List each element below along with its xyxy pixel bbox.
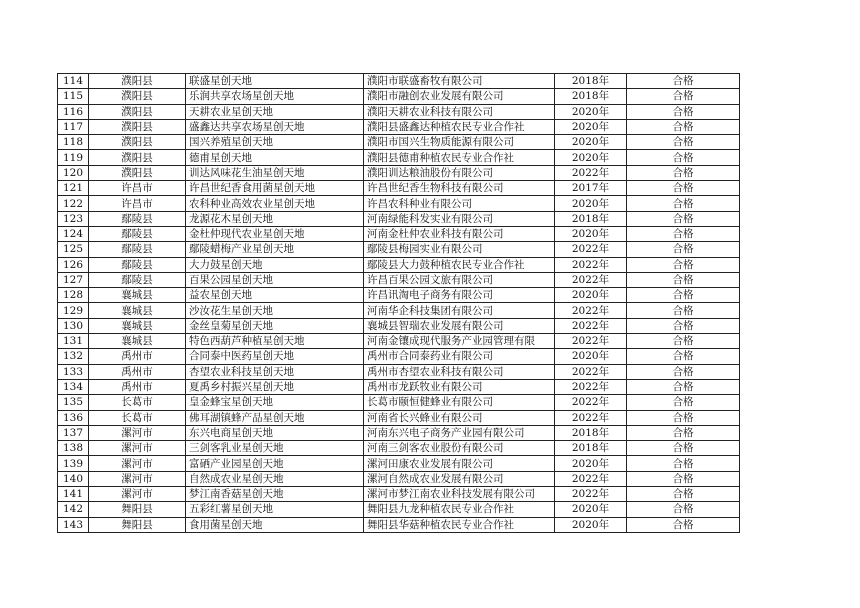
county-cell: 漯河市	[89, 425, 186, 440]
result-cell: 合格	[627, 318, 740, 333]
company-cell: 禹州市合同泰药业有限公司	[364, 349, 555, 364]
table-row	[58, 150, 740, 165]
company-cell: 长葛市颐恒健蜂业有限公司	[364, 395, 555, 410]
county-cell: 舞阳县	[89, 502, 186, 517]
table-row	[58, 74, 740, 89]
table-row	[58, 471, 740, 486]
company-cell: 河南华企科技集团有限公司	[364, 303, 555, 318]
result-cell: 合格	[627, 487, 740, 502]
row-number: 118	[58, 135, 89, 150]
row-number: 123	[58, 211, 89, 226]
company-cell: 河南绿能科发实业有限公司	[364, 211, 555, 226]
year-cell: 2022年	[555, 487, 627, 502]
table-row	[58, 456, 740, 471]
county-cell: 濮阳县	[89, 135, 186, 150]
year-cell: 2022年	[555, 165, 627, 180]
table-row	[58, 211, 740, 226]
county-cell: 鄢陵县	[89, 257, 186, 272]
year-cell: 2022年	[555, 272, 627, 287]
table-row	[58, 257, 740, 272]
table-row	[58, 410, 740, 425]
result-cell: 合格	[627, 379, 740, 394]
year-cell: 2022年	[555, 303, 627, 318]
center-name-cell: 德甫星创天地	[186, 150, 364, 165]
county-cell: 许昌市	[89, 196, 186, 211]
company-cell: 禹州市杏望农业科技有限公司	[364, 364, 555, 379]
center-name-cell: 三剑客乳业星创天地	[186, 441, 364, 456]
year-cell: 2020年	[555, 196, 627, 211]
center-name-cell: 百果公园星创天地	[186, 272, 364, 287]
result-cell: 合格	[627, 425, 740, 440]
county-cell: 襄城县	[89, 288, 186, 303]
table-row	[58, 89, 740, 104]
result-cell: 合格	[627, 349, 740, 364]
year-cell: 2020年	[555, 119, 627, 134]
company-cell: 许昌世纪香生物科技有限公司	[364, 181, 555, 196]
result-cell: 合格	[627, 272, 740, 287]
county-cell: 漯河市	[89, 441, 186, 456]
county-cell: 舞阳县	[89, 517, 186, 532]
row-number: 138	[58, 441, 89, 456]
company-cell: 禹州市龙跃牧业有限公司	[364, 379, 555, 394]
row-number: 132	[58, 349, 89, 364]
county-cell: 鄢陵县	[89, 226, 186, 241]
table-row	[58, 272, 740, 287]
company-cell: 舞阳县九龙种植农民专业合作社	[364, 502, 555, 517]
company-cell: 河南金杜仲农业科技有限公司	[364, 226, 555, 241]
center-name-cell: 梦江南香菇星创天地	[186, 487, 364, 502]
row-number: 114	[58, 74, 89, 89]
result-cell: 合格	[627, 104, 740, 119]
row-number: 133	[58, 364, 89, 379]
center-name-cell: 龙源花木星创天地	[186, 211, 364, 226]
year-cell: 2022年	[555, 318, 627, 333]
table-row	[58, 502, 740, 517]
row-number: 134	[58, 379, 89, 394]
company-cell: 漯河田康农业发展有限公司	[364, 456, 555, 471]
company-cell: 濮阳市联盛畜牧有限公司	[364, 74, 555, 89]
center-name-cell: 鄢陵蜡梅产业星创天地	[186, 242, 364, 257]
center-name-cell: 金丝皇菊星创天地	[186, 318, 364, 333]
year-cell: 2018年	[555, 74, 627, 89]
result-cell: 合格	[627, 502, 740, 517]
row-number: 130	[58, 318, 89, 333]
center-name-cell: 金杜仲现代农业星创天地	[186, 226, 364, 241]
row-number: 135	[58, 395, 89, 410]
table-row	[58, 395, 740, 410]
row-number: 140	[58, 471, 89, 486]
row-number: 124	[58, 226, 89, 241]
year-cell: 2022年	[555, 379, 627, 394]
county-cell: 濮阳县	[89, 150, 186, 165]
company-cell: 襄城县智瑞农业发展有限公司	[364, 318, 555, 333]
county-cell: 鄢陵县	[89, 242, 186, 257]
table-row	[58, 517, 740, 532]
table-row	[58, 196, 740, 211]
company-cell: 漯河市梦江南农业科技发展有限公司	[364, 487, 555, 502]
company-cell: 漯河自然成农业发展有限公司	[364, 471, 555, 486]
result-cell: 合格	[627, 471, 740, 486]
county-cell: 漯河市	[89, 456, 186, 471]
center-name-cell: 夏禹乡村振兴星创天地	[186, 379, 364, 394]
company-cell: 濮阳天耕农业科技有限公司	[364, 104, 555, 119]
company-cell: 河南省长兴蜂业有限公司	[364, 410, 555, 425]
year-cell: 2018年	[555, 425, 627, 440]
county-cell: 许昌市	[89, 181, 186, 196]
center-name-cell: 农科种业高效农业星创天地	[186, 196, 364, 211]
company-cell: 河南东兴电子商务产业园有限公司	[364, 425, 555, 440]
year-cell: 2020年	[555, 456, 627, 471]
row-number: 141	[58, 487, 89, 502]
county-cell: 濮阳县	[89, 104, 186, 119]
result-cell: 合格	[627, 456, 740, 471]
center-name-cell: 盛鑫达共享农场星创天地	[186, 119, 364, 134]
company-cell: 许昌百果公园文旅有限公司	[364, 272, 555, 287]
table-row	[58, 364, 740, 379]
center-name-cell: 食用菌星创天地	[186, 517, 364, 532]
county-cell: 鄢陵县	[89, 272, 186, 287]
year-cell: 2020年	[555, 104, 627, 119]
table-row	[58, 165, 740, 180]
result-cell: 合格	[627, 410, 740, 425]
result-cell: 合格	[627, 165, 740, 180]
table-row	[58, 226, 740, 241]
year-cell: 2018年	[555, 441, 627, 456]
center-name-cell: 大力鼓星创天地	[186, 257, 364, 272]
year-cell: 2022年	[555, 364, 627, 379]
row-number: 127	[58, 272, 89, 287]
year-cell: 2020年	[555, 349, 627, 364]
year-cell: 2020年	[555, 150, 627, 165]
year-cell: 2020年	[555, 502, 627, 517]
row-number: 137	[58, 425, 89, 440]
county-cell: 濮阳县	[89, 119, 186, 134]
center-name-cell: 合同泰中医药星创天地	[186, 349, 364, 364]
year-cell: 2020年	[555, 135, 627, 150]
row-number: 136	[58, 410, 89, 425]
center-name-cell: 东兴电商星创天地	[186, 425, 364, 440]
company-cell: 鄢陵县大力鼓种植农民专业合作社	[364, 257, 555, 272]
table-row	[58, 104, 740, 119]
county-cell: 鄢陵县	[89, 211, 186, 226]
center-name-cell: 训达风味花生油星创天地	[186, 165, 364, 180]
row-number: 126	[58, 257, 89, 272]
row-number: 121	[58, 181, 89, 196]
year-cell: 2022年	[555, 242, 627, 257]
county-cell: 襄城县	[89, 334, 186, 349]
table-row	[58, 487, 740, 502]
county-cell: 漯河市	[89, 471, 186, 486]
table-row	[58, 349, 740, 364]
center-name-cell: 自然成农业星创天地	[186, 471, 364, 486]
result-cell: 合格	[627, 226, 740, 241]
company-cell: 许昌讯淘电子商务有限公司	[364, 288, 555, 303]
result-cell: 合格	[627, 257, 740, 272]
row-number: 122	[58, 196, 89, 211]
row-number: 120	[58, 165, 89, 180]
result-cell: 合格	[627, 303, 740, 318]
result-cell: 合格	[627, 135, 740, 150]
result-cell: 合格	[627, 334, 740, 349]
center-name-cell: 益农星创天地	[186, 288, 364, 303]
table-row	[58, 288, 740, 303]
center-name-cell: 许昌世纪香食用菌星创天地	[186, 181, 364, 196]
row-number: 115	[58, 89, 89, 104]
year-cell: 2020年	[555, 226, 627, 241]
county-cell: 漯河市	[89, 487, 186, 502]
center-name-cell: 五彩红薯星创天地	[186, 502, 364, 517]
result-cell: 合格	[627, 181, 740, 196]
company-cell: 许昌农科种业有限公司	[364, 196, 555, 211]
table-row	[58, 334, 740, 349]
center-name-cell: 乐润共享农场星创天地	[186, 89, 364, 104]
center-name-cell: 联盛星创天地	[186, 74, 364, 89]
result-cell: 合格	[627, 441, 740, 456]
result-cell: 合格	[627, 74, 740, 89]
company-cell: 濮阳训达粮油股份有限公司	[364, 165, 555, 180]
result-cell: 合格	[627, 211, 740, 226]
county-cell: 禹州市	[89, 364, 186, 379]
center-name-cell: 沙汝花生星创天地	[186, 303, 364, 318]
row-number: 142	[58, 502, 89, 517]
company-cell: 濮阳市国兴生物质能源有限公司	[364, 135, 555, 150]
row-number: 131	[58, 334, 89, 349]
center-name-cell: 国兴养殖星创天地	[186, 135, 364, 150]
year-cell: 2020年	[555, 517, 627, 532]
result-cell: 合格	[627, 150, 740, 165]
company-cell: 濮阳市融创农业发展有限公司	[364, 89, 555, 104]
center-name-cell: 佛耳湖镇蜂产品星创天地	[186, 410, 364, 425]
table-row	[58, 425, 740, 440]
table-row	[58, 135, 740, 150]
table-row	[58, 242, 740, 257]
result-cell: 合格	[627, 395, 740, 410]
county-cell: 濮阳县	[89, 165, 186, 180]
county-cell: 襄城县	[89, 303, 186, 318]
company-cell: 河南金镶成现代服务产业园管理有限	[364, 334, 555, 349]
row-number: 119	[58, 150, 89, 165]
center-name-cell: 杏望农业科技星创天地	[186, 364, 364, 379]
county-cell: 禹州市	[89, 379, 186, 394]
center-name-cell: 天耕农业星创天地	[186, 104, 364, 119]
table-row	[58, 318, 740, 333]
year-cell: 2022年	[555, 334, 627, 349]
row-number: 117	[58, 119, 89, 134]
company-cell: 河南三剑客农业股份有限公司	[364, 441, 555, 456]
company-cell: 濮阳县盛鑫达种植农民专业合作社	[364, 119, 555, 134]
result-cell: 合格	[627, 288, 740, 303]
center-name-cell: 特色西葫芦种植星创天地	[186, 334, 364, 349]
county-cell: 襄城县	[89, 318, 186, 333]
table-row	[58, 119, 740, 134]
result-cell: 合格	[627, 89, 740, 104]
result-cell: 合格	[627, 119, 740, 134]
result-cell: 合格	[627, 242, 740, 257]
year-cell: 2022年	[555, 410, 627, 425]
county-cell: 长葛市	[89, 410, 186, 425]
table-row	[58, 379, 740, 394]
county-cell: 长葛市	[89, 395, 186, 410]
row-number: 143	[58, 517, 89, 532]
company-cell: 舞阳县华菇种植农民专业合作社	[364, 517, 555, 532]
result-cell: 合格	[627, 364, 740, 379]
results-table-body	[58, 74, 740, 533]
company-cell: 濮阳县德甫种植农民专业合作社	[364, 150, 555, 165]
row-number: 125	[58, 242, 89, 257]
company-cell: 鄢陵县梅园实业有限公司	[364, 242, 555, 257]
county-cell: 濮阳县	[89, 74, 186, 89]
year-cell: 2022年	[555, 257, 627, 272]
result-cell: 合格	[627, 196, 740, 211]
year-cell: 2020年	[555, 288, 627, 303]
year-cell: 2022年	[555, 471, 627, 486]
year-cell: 2018年	[555, 89, 627, 104]
row-number: 128	[58, 288, 89, 303]
year-cell: 2018年	[555, 211, 627, 226]
center-name-cell: 富硒产业园星创天地	[186, 456, 364, 471]
row-number: 129	[58, 303, 89, 318]
result-cell: 合格	[627, 517, 740, 532]
row-number: 116	[58, 104, 89, 119]
results-table	[57, 73, 740, 533]
year-cell: 2022年	[555, 395, 627, 410]
table-row	[58, 441, 740, 456]
county-cell: 濮阳县	[89, 89, 186, 104]
table-row	[58, 303, 740, 318]
county-cell: 禹州市	[89, 349, 186, 364]
year-cell: 2017年	[555, 181, 627, 196]
center-name-cell: 皇金蜂宝星创天地	[186, 395, 364, 410]
table-row	[58, 181, 740, 196]
row-number: 139	[58, 456, 89, 471]
